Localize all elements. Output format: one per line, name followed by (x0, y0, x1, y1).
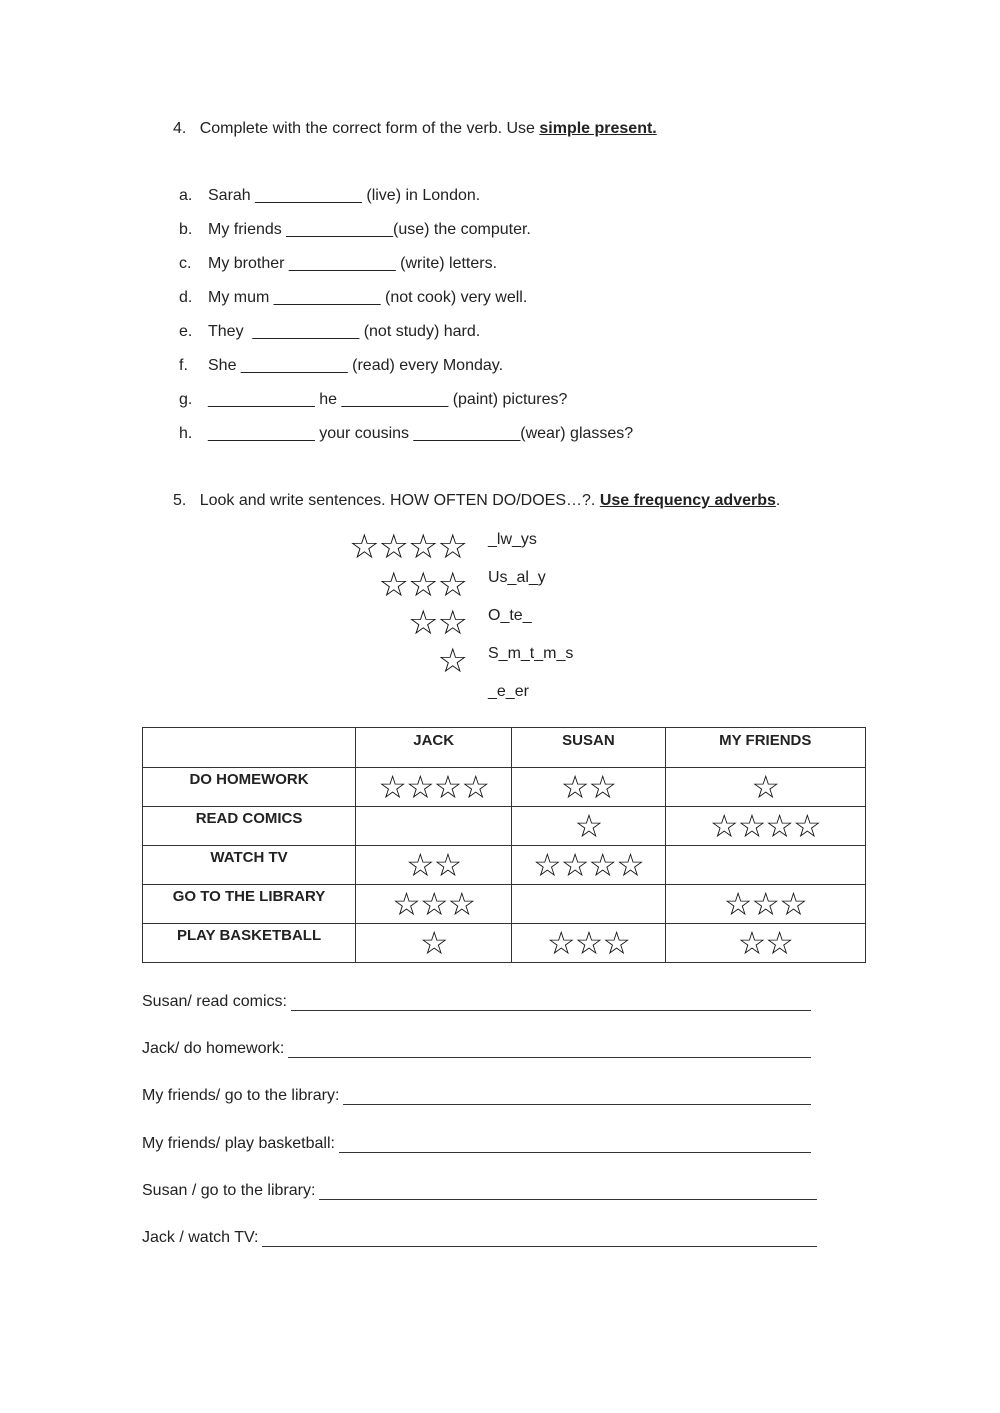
list-item (179, 187, 480, 205)
star-rating-icon: ☆☆☆ (392, 885, 476, 923)
exercise-5-heading (173, 492, 780, 510)
star-rating-icon: ☆☆☆ (546, 924, 630, 962)
activity-label: GO TO THE LIBRARY (143, 885, 356, 924)
column-header: SUSAN (512, 728, 665, 768)
legend-label: O_te_ (488, 607, 532, 624)
item-text: She ____________ (read) every Monday. (208, 357, 504, 374)
sentence-item (142, 1182, 817, 1200)
sentence-prompt: My friends/ play basketball: (142, 1134, 335, 1152)
exercise-period: . (775, 492, 781, 509)
star-cell (356, 807, 512, 846)
exercise-emphasis: simple present. (539, 120, 657, 137)
item-letter: f. (179, 357, 188, 374)
star-rating-icon: ☆☆☆☆ (533, 846, 644, 884)
star-rating-icon: ☆☆☆☆ (349, 527, 467, 567)
item-text: ____________ your cousins ____________(wear) glasses? (208, 425, 634, 442)
list-item (179, 357, 503, 375)
star-rating-icon: ☆☆☆ (723, 885, 807, 923)
table-row (143, 924, 866, 963)
item-text: My mum ____________ (not cook) very well. (208, 289, 528, 306)
item-letter: g. (179, 391, 193, 408)
sentence-item (142, 993, 811, 1011)
item-text: Sarah ____________ (live) in London. (208, 187, 481, 204)
answer-line[interactable] (319, 1185, 817, 1200)
star-cell (356, 846, 512, 885)
sentence-prompt: Susan/ read comics: (142, 993, 287, 1010)
item-text: They ____________ (not study) hard. (208, 323, 481, 340)
activity-label: PLAY BASKETBALL (143, 924, 356, 963)
column-header (143, 728, 356, 768)
exercise-instruction: Complete with the correct form of the verb. Use (199, 120, 540, 137)
list-item (179, 289, 527, 307)
star-cell (665, 807, 865, 846)
list-item (179, 221, 531, 239)
exercise-emphasis: Use frequency adverbs (599, 492, 776, 509)
exercise-number: 5. (173, 492, 187, 509)
star-rating-icon: ☆☆☆☆ (378, 768, 490, 806)
star-rating-icon: ☆ (437, 641, 467, 681)
exercise-4-heading (173, 120, 657, 138)
answer-line[interactable] (343, 1090, 811, 1105)
legend-label: _e_er (488, 683, 529, 700)
exercise-number: 4. (173, 120, 187, 137)
item-text: ____________ he ____________ (paint) pictures? (208, 391, 568, 408)
table-row (143, 846, 866, 885)
activity-label: WATCH TV (143, 846, 356, 885)
star-cell (665, 885, 865, 924)
legend-label: Us_al_y (488, 569, 546, 586)
frequency-table (142, 727, 866, 963)
star-rating-icon: ☆☆ (737, 924, 793, 962)
column-header: MY FRIENDS (665, 728, 865, 768)
star-cell (665, 768, 865, 807)
star-cell (665, 846, 865, 885)
sentence-prompt: Jack/ do homework: (142, 1040, 285, 1058)
list-item (179, 255, 497, 273)
item-letter: c. (179, 255, 192, 272)
sentence-item (142, 1229, 817, 1247)
item-letter: e. (179, 323, 193, 340)
list-item (179, 425, 633, 443)
answer-line[interactable] (262, 1232, 817, 1247)
item-letter: a. (179, 187, 193, 204)
star-cell (356, 924, 512, 963)
list-item (179, 391, 567, 409)
star-rating-icon: ☆ (419, 924, 448, 962)
sentence-item (142, 1087, 811, 1105)
list-item (179, 323, 480, 341)
star-rating-icon: ☆☆ (405, 846, 462, 884)
star-cell (512, 885, 665, 924)
item-text: My brother ____________ (write) letters. (208, 255, 498, 272)
star-rating-icon: ☆☆ (408, 603, 467, 643)
star-cell (512, 807, 665, 846)
sentence-prompt: Jack / watch TV: (142, 1229, 259, 1246)
item-text: My friends ____________(use) the computer. (208, 221, 531, 238)
star-cell (665, 924, 865, 963)
activity-label: DO HOMEWORK (143, 768, 356, 807)
star-cell (512, 924, 665, 963)
activity-label: READ COMICS (143, 807, 356, 846)
star-cell (356, 885, 512, 924)
star-rating-icon: ☆☆☆ (378, 565, 467, 605)
sentence-item (142, 1040, 811, 1058)
legend-label: _lw_ys (488, 531, 537, 548)
table-row (143, 885, 866, 924)
star-cell (512, 846, 665, 885)
star-rating-icon: ☆☆☆☆ (709, 807, 821, 845)
legend-label: S_m_t_m_s (488, 645, 574, 662)
column-header: JACK (356, 728, 512, 768)
star-rating-icon: ☆ (574, 807, 603, 845)
item-letter: h. (179, 425, 193, 442)
star-rating-icon: ☆ (751, 768, 780, 806)
star-cell (356, 768, 512, 807)
answer-line[interactable] (291, 996, 811, 1011)
table-row (143, 768, 866, 807)
star-rating-icon: ☆☆ (560, 768, 617, 806)
sentence-prompt: My friends/ go to the library: (142, 1087, 340, 1105)
sentence-prompt: Susan / go to the library: (142, 1181, 316, 1199)
table-row (143, 807, 866, 846)
exercise-instruction: Look and write sentences. HOW OFTEN DO/DOES…?. (199, 492, 600, 509)
answer-line[interactable] (288, 1043, 811, 1058)
item-letter: b. (179, 221, 193, 238)
sentence-item (142, 1135, 811, 1153)
answer-line[interactable] (339, 1138, 811, 1153)
item-letter: d. (179, 289, 193, 306)
star-cell (512, 768, 665, 807)
